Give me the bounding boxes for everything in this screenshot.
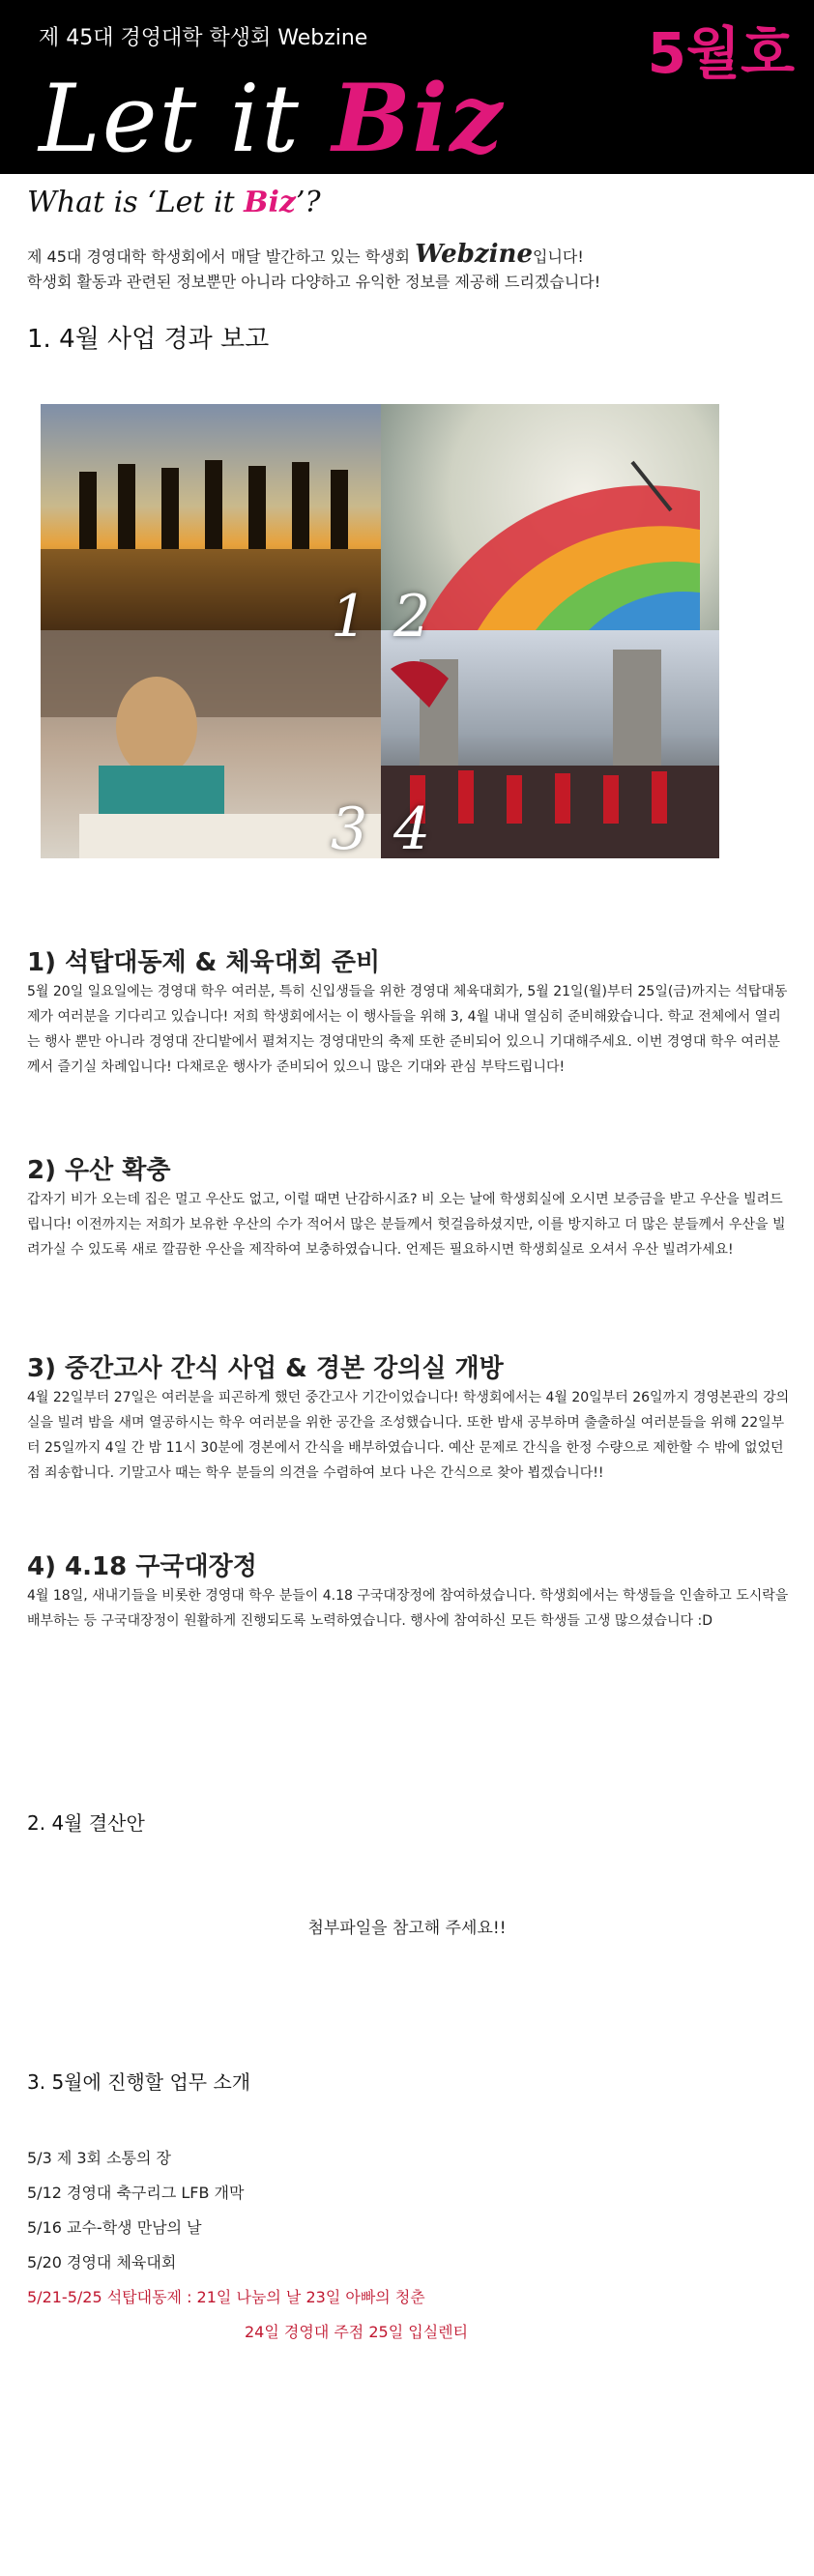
photo-label-2: 2 xyxy=(393,583,431,651)
intro-webzine-word: Webzine xyxy=(415,240,533,269)
photo-label-4: 4 xyxy=(393,796,431,863)
photo-campus-march xyxy=(381,630,719,858)
schedule-item: 5/20 경영대 체육대회 xyxy=(27,2253,177,2272)
item-4-title: 4) 4.18 구국대장정 xyxy=(27,1552,257,1581)
intro-line-2: 학생회 활동과 관련된 정보뿐만 아니라 다양하고 유익한 정보를 제공해 드리겠습니다! xyxy=(27,273,601,291)
section-3-title: 3. 5월에 진행할 업무 소개 xyxy=(27,2070,251,2094)
intro-line1-prefix: 제 45대 경영대학 학생회에서 매달 발간하고 있는 학생회 xyxy=(27,247,416,266)
photo-label-3: 3 xyxy=(331,796,368,863)
item-3-body: 4월 22일부터 27일은 여러분을 피곤하게 했던 중간고사 기간이었습니다! 학생회에서는 4월 20일부터 26일까지 경영본관의 강의실을 빌려 밤을 새며 열공하시는 학우 여러분을 위한 공간을 조성했습니다. 또한 밤새 공부하며 출출하실 여러분들을 위해 22일부터 25일까지 4일 간 밤 11시 30분에 경본에서 간식을 배부하였습니다. 예산 문제로 간식을 한정 수량으로 제한할 수 밖에 없었던 점 죄송합니다. 기말고사 때는 학우 분들의 의견을 수렴하여 보다 나은 간식으로 찾아 뵙겠습니다!! xyxy=(27,1390,790,1481)
header-subtitle: 제 45대 경영대학 학생회 Webzine xyxy=(39,26,368,50)
attachment-note: 첨부파일을 참고해 주세요!! xyxy=(307,1919,507,1938)
item-1-title: 1) 석탑대동제 & 체육대회 준비 xyxy=(27,948,381,977)
intro-text xyxy=(27,242,791,295)
festival-schedule-line-2: 24일 경영대 주점 25일 입실렌티 xyxy=(245,2323,469,2341)
schedule-item: 5/3 제 3회 소통의 장 xyxy=(27,2149,172,2167)
intro-line-1 xyxy=(27,242,791,270)
what-is-heading xyxy=(27,186,321,219)
issue-number: 5월호 xyxy=(647,20,795,86)
webzine-logo xyxy=(39,64,505,173)
schedule-item: 5/16 교수-학생 만남의 날 xyxy=(27,2218,202,2237)
may-schedule xyxy=(27,2141,791,2350)
item-4-body: 4월 18일, 새내기들을 비롯한 경영대 학우 분들이 4.18 구국대장정에 참여하셨습니다. 학생회에서는 학생들을 인솔하고 도시락을 배부하는 등 구국대장정이 원활하게 진행되도록 노력하였습니다. 행사에 참여하신 모든 학생들 고생 많으셨습니다 :D xyxy=(27,1588,789,1629)
item-2-body: 갑자기 비가 오는데 집은 멀고 우산도 없고, 이럴 때면 난감하시죠? 비 오는 날에 학생회실에 오시면 보증금을 받고 우산을 빌려드립니다! 이전까지는 저희가 보유한 우산의 수가 적어서 많은 분들께서 헛걸음하셨지만, 이를 방지하고 더 많은 분들께서 우산을 빌려가실 수 있도록 새로 깔끔한 우산을 제작하여 보충하였습니다. 언제든 필요하시면 학생회실로 오셔서 우산 빌려가세요! xyxy=(27,1192,786,1258)
what-prefix: What is ‘Let it xyxy=(27,186,245,219)
what-biz: Biz xyxy=(244,186,296,219)
logo-let-it: Let it xyxy=(39,65,333,173)
what-suffix: ’? xyxy=(295,186,321,219)
festival-schedule-line-1: 5/21-5/25 석탑대동제 : 21일 나눔의 날 23일 아빠의 청춘 xyxy=(27,2288,425,2306)
photo-rainbow-umbrella xyxy=(381,404,719,630)
intro-line1-suffix: 입니다! xyxy=(532,247,584,266)
section-2-title: 2. 4월 결산안 xyxy=(27,1811,145,1835)
item-3-title: 3) 중간고사 간식 사업 & 경본 강의실 개방 xyxy=(27,1354,504,1383)
item-1-body: 5월 20일 일요일에는 경영대 학우 여러분, 특히 신입생들을 위한 경영대 체육대회가, 5월 21일(월)부터 25일(금)까지는 석탑대동제가 여러분을 기다리고 있습니다! 저희 학생회에서는 이 행사들을 위해 3, 4월 내내 열심히 준비해왔습니다. 학교 전체에서 열리는 행사 뿐만 아니라 경영대 잔디밭에서 펼쳐지는 경영대만의 축제 또한 준비되어 있으니 기대해주세요. 이번 경영대 학우 여러분께서 즐기실 차례입니다! 다채로운 행사가 준비되어 있으니 많은 기대와 관심 부탁드립니다! xyxy=(27,984,788,1075)
section-1-title: 1. 4월 사업 경과 보고 xyxy=(27,325,270,354)
logo-biz: Biz xyxy=(332,64,505,173)
item-2-title: 2) 우산 확충 xyxy=(27,1156,171,1185)
umbrella-graphic xyxy=(381,404,719,630)
photo-label-1: 1 xyxy=(331,583,368,651)
webzine-header xyxy=(0,0,814,174)
march-graphic xyxy=(381,630,719,858)
photo-collage xyxy=(41,404,719,863)
schedule-item: 5/12 경영대 축구리그 LFB 개막 xyxy=(27,2184,245,2202)
